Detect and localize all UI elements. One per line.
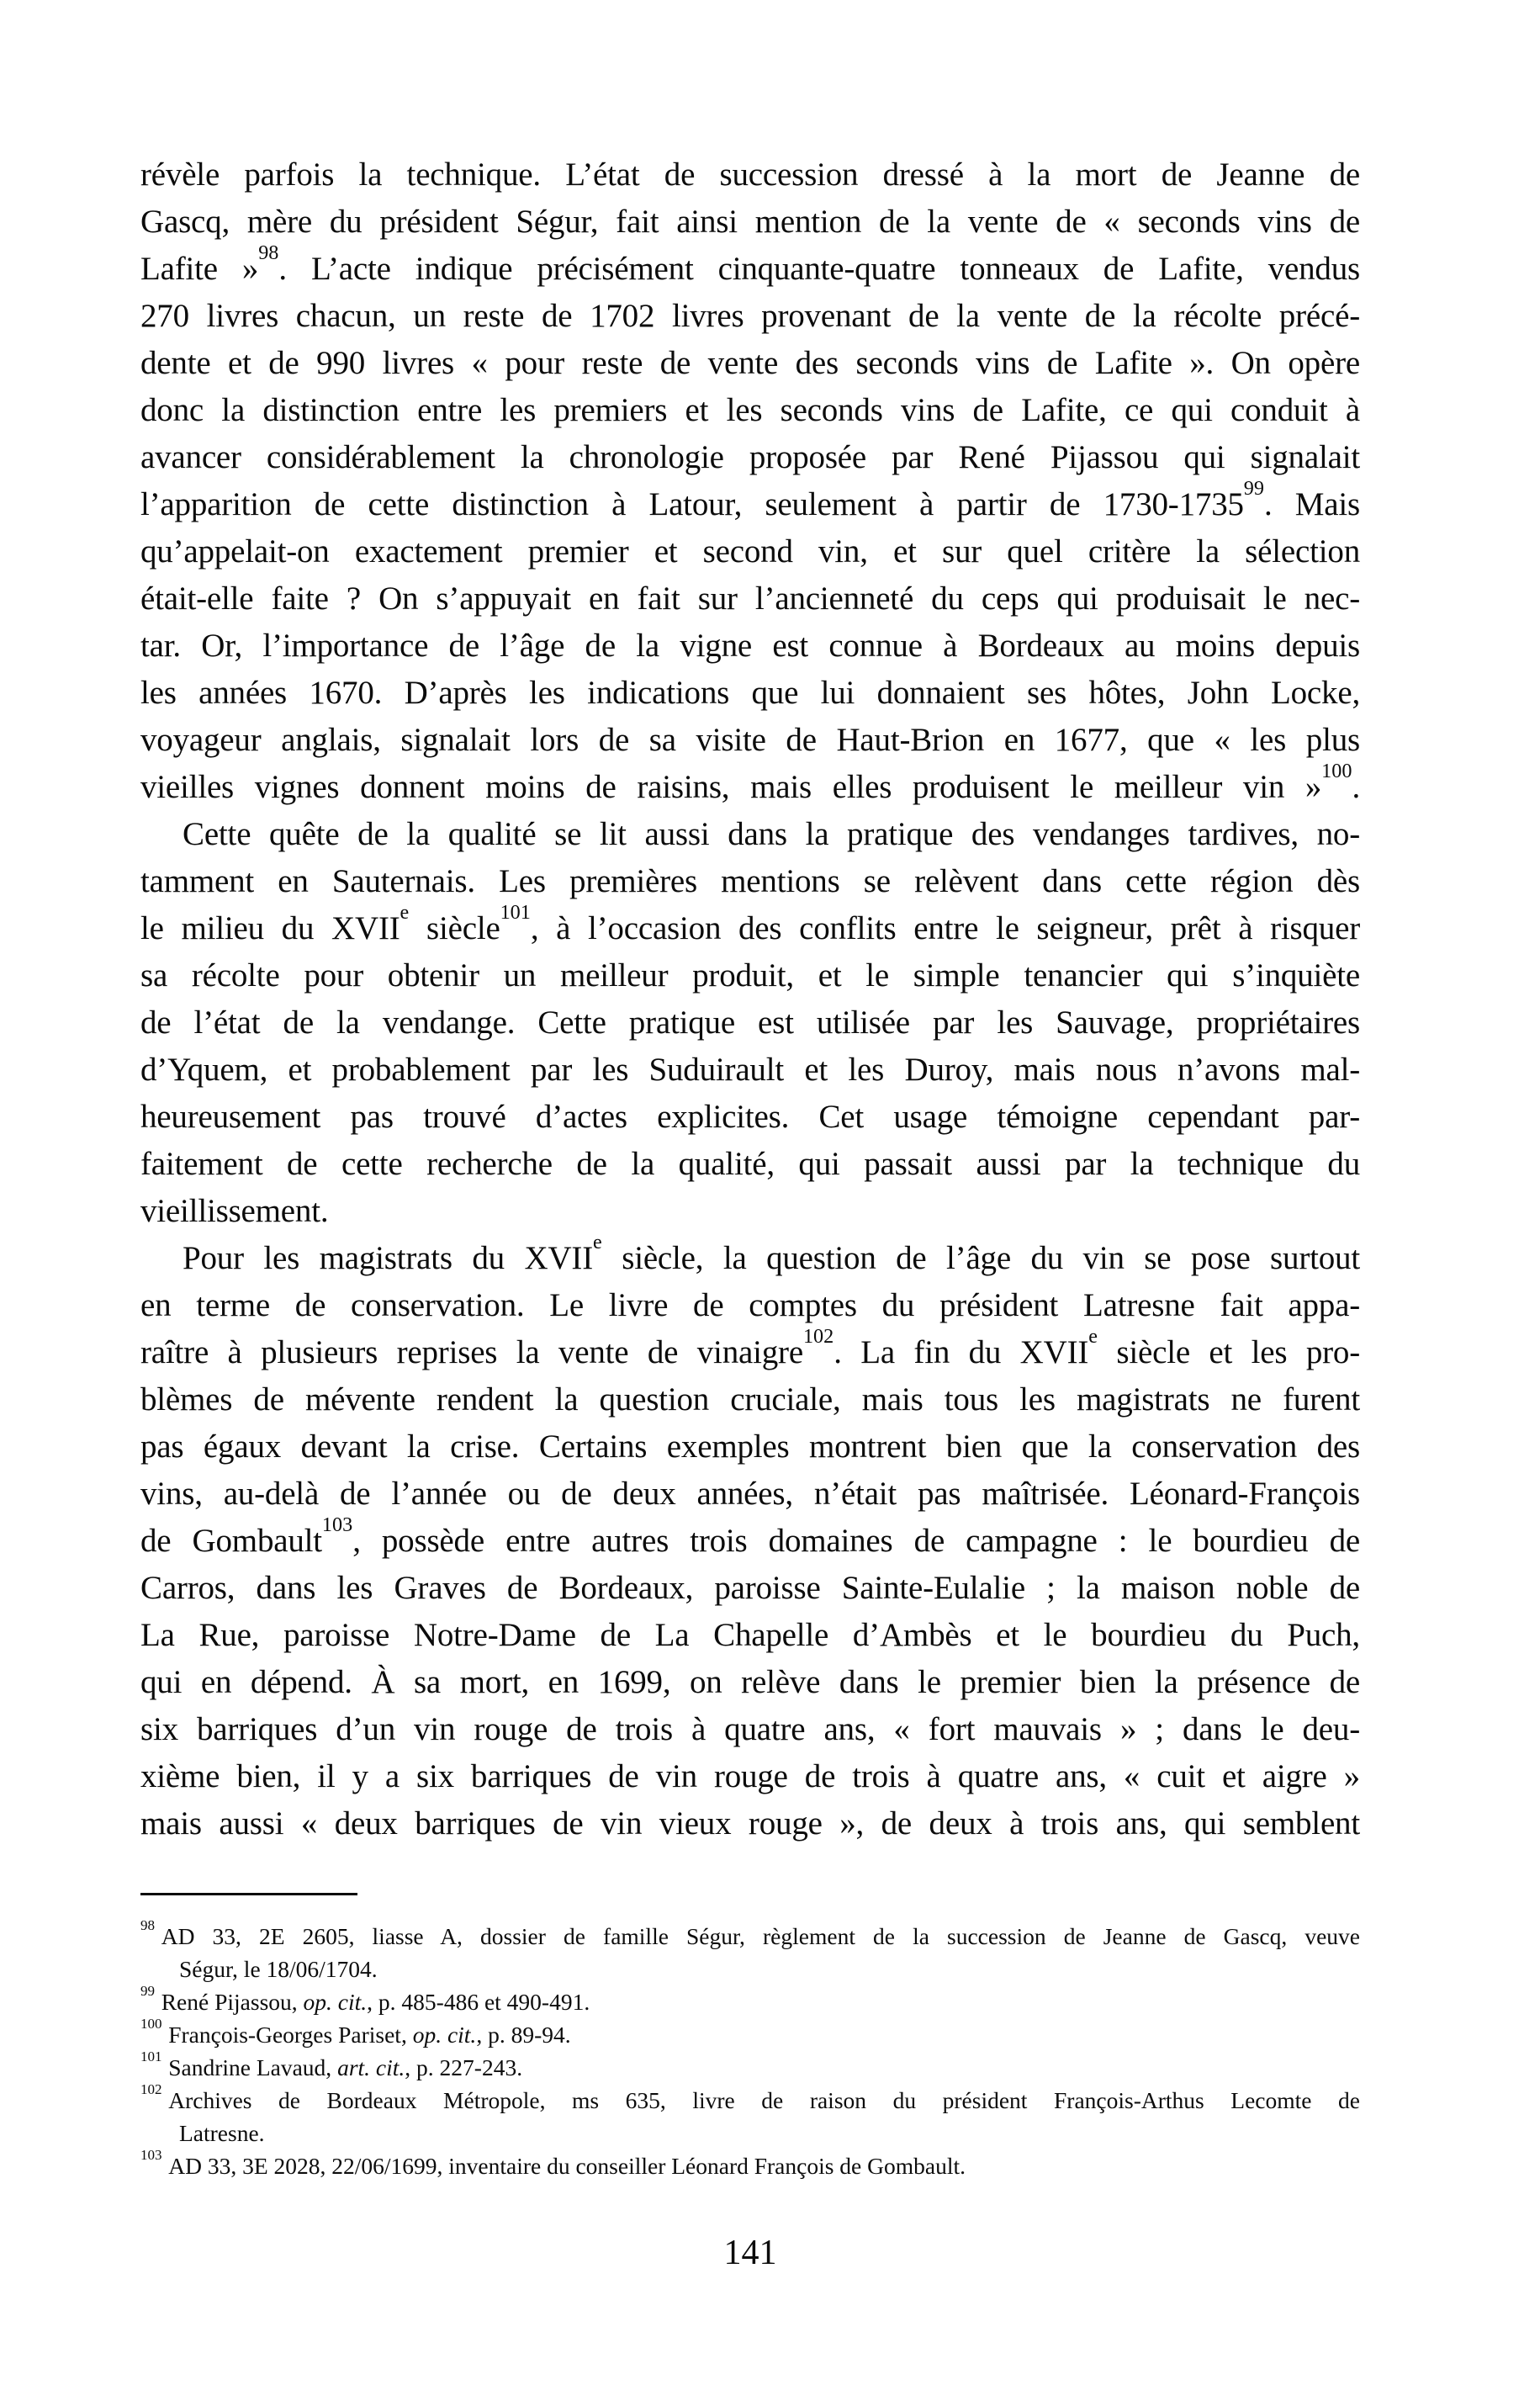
body-line: vins, au-delà de l’année ou de deux années, n’était pas maîtrisée. Léonard-François — [140, 1476, 1360, 1512]
body-line: pas égaux devant la crise. Certains exemples montrent bien que la conservation des — [140, 1428, 1360, 1465]
superscript-note-ref: 98 — [258, 241, 279, 264]
footnote-line: $^{101}$ Sandrine Lavaud, art. cit., p. 227-243. — [140, 2048, 523, 2080]
footnote-number: 101 — [140, 2048, 162, 2064]
superscript-note-ref: 99 — [1243, 476, 1264, 500]
body-line: de Gombault$^{103}$, possède entre autres trois domaines de campagne : le bourdieu de — [140, 1513, 1360, 1559]
body-line: qu’appelait-on exactement premier et second vin, et sur quel critère la sélection — [140, 533, 1360, 570]
body-line: dente et de 990 livres « pour reste de vente des seconds vins de Lafite ». On opère — [140, 345, 1360, 381]
footnote-line: $^{98}$ AD 33, 2E 2605, liasse A, dossier de famille Ségur, règlement de la succession de Jeanne de Gascq, veuve — [140, 1916, 1360, 1949]
body-line: Pour les magistrats du XVIIe siècle, la question de l’âge du vin se pose surtout — [183, 1230, 1360, 1276]
footnote-separator-rule — [140, 1893, 357, 1895]
superscript-note-ref: 103 — [321, 1513, 353, 1536]
body-line: les années 1670. D’après les indications que lui donnaient ses hôtes, John Locke, — [140, 675, 1360, 711]
footnote-line: $^{102}$ Archives de Bordeaux Métropole, ms 635, livre de raison du président François-Arthus Lecomte de — [140, 2080, 1360, 2113]
body-line: tar. Or, l’importance de l’âge de la vigne est connue à Bordeaux au moins depuis — [140, 628, 1360, 664]
body-line: Cette quête de la qualité se lit aussi dans la pratique des vendanges tardives, no- — [183, 816, 1360, 852]
body-line: heureusement pas trouvé d’actes explicites. Cet usage témoigne cependant par- — [140, 1099, 1360, 1135]
superscript-note-ref: 101 — [500, 900, 531, 924]
footnote-number: 98 — [140, 1916, 156, 1933]
footnote-number: 103 — [140, 2146, 162, 2163]
superscript-note-ref: e — [400, 900, 410, 924]
body-line: avancer considérablement la chronologie proposée par René Pijassou qui signalait — [140, 439, 1360, 475]
footnote-line: $^{99}$ René Pijassou, op. cit., p. 485-486 et 490-491. — [140, 1982, 590, 2015]
body-line: blèmes de mévente rendent la question cruciale, mais tous les magistrats ne furent — [140, 1381, 1360, 1418]
body-line: tamment en Sauternais. Les premières mentions se relèvent dans cette région dès — [140, 863, 1360, 899]
page-number: 141 — [723, 2234, 777, 2272]
body-line: Gascq, mère du président Ségur, fait ainsi mention de la vente de « seconds vins de — [140, 204, 1360, 240]
body-line: faitement de cette recherche de la qualité, qui passait aussi par la technique du — [140, 1146, 1360, 1182]
body-line: mais aussi « deux barriques de vin vieux rouge », de deux à trois ans, qui semblent — [140, 1805, 1360, 1842]
body-line: vieilles vignes donnent moins de raisins, mais elles produisent le meilleur vin »$^{100}$. — [140, 759, 1360, 805]
footnote-number: 102 — [140, 2080, 162, 2097]
footnotes — [140, 1916, 1360, 2182]
body-line: sa récolte pour obtenir un meilleur produit, et le simple tenancier qui s’inquiète — [140, 957, 1360, 994]
footnote-continuation-line: Ségur, le 18/06/1704. — [179, 1956, 378, 1982]
footnote-line: $^{100}$ François-Georges Pariset, op. cit., p. 89-94. — [140, 2015, 571, 2048]
body-line: de l’état de la vendange. Cette pratique est utilisée par les Sauvage, propriétaires — [140, 1004, 1360, 1041]
body-line: le milieu du XVIIe siècle$^{101}$, à l’occasion des conflits entre le seigneur, prêt à risquer — [140, 900, 1360, 946]
body-line: xième bien, il y a six barriques de vin rouge de trois à quatre ans, « cuit et aigre » — [140, 1758, 1360, 1794]
italic-citation: art. cit. — [337, 2054, 405, 2080]
body-line: qui en dépend. À sa mort, en 1699, on relève dans le premier bien la présence de — [140, 1664, 1360, 1700]
italic-citation: op. cit. — [412, 2022, 477, 2048]
superscript-note-ref: 100 — [1321, 759, 1352, 782]
body-line: était-elle faite ? On s’appuyait en fait sur l’ancienneté du ceps qui produisait le nec- — [140, 580, 1360, 617]
superscript-note-ref: e — [1088, 1324, 1098, 1348]
superscript-note-ref: e — [592, 1230, 602, 1253]
body-text — [140, 151, 1360, 1847]
superscript-note-ref: 102 — [802, 1324, 834, 1348]
body-line: La Rue, paroisse Notre-Dame de La Chapelle d’Ambès et le bourdieu du Puch, — [140, 1617, 1360, 1653]
body-line: d’Yquem, et probablement par les Suduirault et les Duroy, mais nous n’avons mal- — [140, 1052, 1360, 1088]
footnote-line: $^{103}$ AD 33, 3E 2028, 22/06/1699, inventaire du conseiller Léonard François de Gombault. — [140, 2146, 966, 2179]
italic-citation: op. cit. — [303, 1989, 368, 2015]
body-line: en terme de conservation. Le livre de comptes du président Latresne fait appa- — [140, 1287, 1360, 1323]
body-line: donc la distinction entre les premiers et les seconds vins de Lafite, ce qui conduit à — [140, 392, 1360, 428]
body-line: 270 livres chacun, un reste de 1702 livres provenant de la vente de la récolte précé- — [140, 298, 1360, 334]
body-line: Carros, dans les Graves de Bordeaux, paroisse Sainte-Eulalie ; la maison noble de — [140, 1570, 1360, 1606]
body-line: raître à plusieurs reprises la vente de vinaigre$^{102}$. La fin du XVIIe siècle et les pro- — [140, 1324, 1361, 1370]
body-line: voyageur anglais, signalait lors de sa visite de Haut-Brion en 1677, que « les plus — [140, 722, 1360, 758]
footnote-continuation-line: Latresne. — [179, 2120, 265, 2146]
body-line: Lafite »$^{98}$. L’acte indique précisément cinquante-quatre tonneaux de Lafite, vendus — [140, 241, 1360, 287]
body-line: six barriques d’un vin rouge de trois à quatre ans, « fort mauvais » ; dans le deu- — [140, 1711, 1360, 1747]
body-line: l’apparition de cette distinction à Latour, seulement à partir de 1730-1735$^{99}$. Mais — [140, 476, 1360, 522]
body-line: révèle parfois la technique. L’état de succession dressé à la mort de Jeanne de — [140, 156, 1360, 193]
body-line: vieillissement. — [140, 1193, 329, 1229]
footnote-number: 99 — [140, 1982, 156, 1999]
footnote-number: 100 — [140, 2015, 162, 2032]
